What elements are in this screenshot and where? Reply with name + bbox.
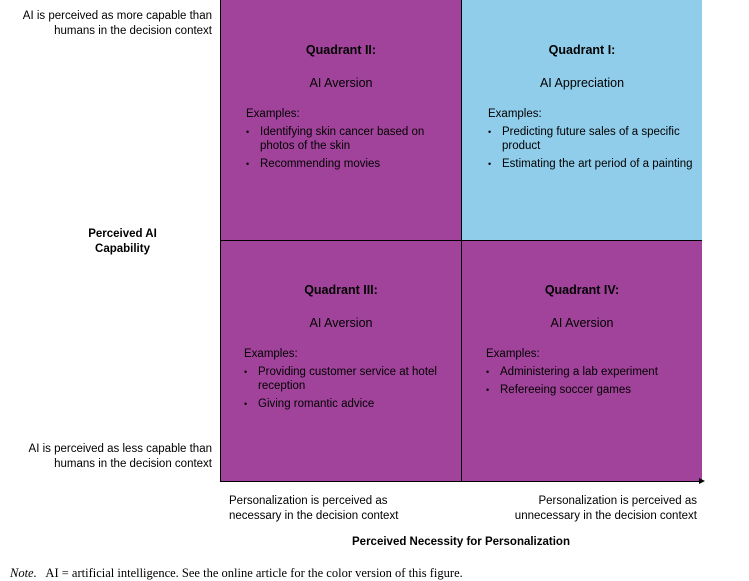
quadrant-2	[220, 0, 462, 240]
note-label: Note.	[10, 566, 37, 580]
example-item: • Estimating the art period of a painting	[488, 157, 693, 171]
quadrant-1	[462, 0, 702, 240]
quadrant-subtitle: AI Appreciation	[539, 76, 625, 90]
quadrant-title: Quadrant I:	[548, 43, 616, 57]
example-item: • Identifying skin cancer based on photos of the skin	[246, 125, 451, 153]
quadrant-title: Quadrant IV:	[544, 283, 620, 297]
example-item: • Recommending movies	[246, 157, 451, 171]
quadrant-3	[220, 240, 462, 481]
y-axis-bottom-label: AI is perceived as less capable than humans in the decision context	[28, 443, 212, 470]
examples-label: Examples:	[486, 348, 540, 360]
example-item: • Administering a lab experiment	[486, 365, 691, 379]
example-item: • Providing customer service at hotel reception	[244, 365, 449, 393]
quadrant-4	[462, 240, 702, 481]
y-axis-title: Perceived AI Capability	[88, 228, 157, 255]
quadrant-title: Quadrant II:	[305, 43, 377, 57]
examples-list	[488, 125, 693, 175]
examples-list	[244, 365, 449, 415]
example-item: • Predicting future sales of a specific product	[488, 125, 693, 153]
x-axis-left-label: Personalization is perceived as necessary in the decision context	[229, 495, 399, 522]
quadrant-subtitle: AI Aversion	[309, 316, 373, 330]
example-item: • Refereeing soccer games	[486, 383, 691, 397]
examples-label: Examples:	[488, 108, 542, 120]
x-axis-line	[220, 481, 703, 482]
x-axis-title: Perceived Necessity for Personalization	[352, 536, 570, 548]
x-axis-right-label: Personalization is perceived as unnecessary in the decision context	[514, 495, 697, 522]
y-axis-top-label: AI is perceived as more capable than humans in the decision context	[22, 10, 212, 37]
examples-label: Examples:	[244, 348, 298, 360]
quadrant-subtitle: AI Aversion	[550, 316, 614, 330]
horizontal-divider	[220, 240, 702, 241]
example-item: • Giving romantic advice	[244, 397, 449, 411]
examples-list	[246, 125, 451, 175]
examples-label: Examples:	[246, 108, 300, 120]
quadrant-subtitle: AI Aversion	[309, 76, 373, 90]
examples-list	[486, 365, 691, 401]
note-text: AI = artificial intelligence. See the online article for the color version of this figure.	[45, 566, 463, 580]
quadrant-title: Quadrant III:	[304, 283, 378, 297]
y-axis-line	[220, 0, 221, 482]
x-axis-arrow-icon	[699, 478, 705, 484]
